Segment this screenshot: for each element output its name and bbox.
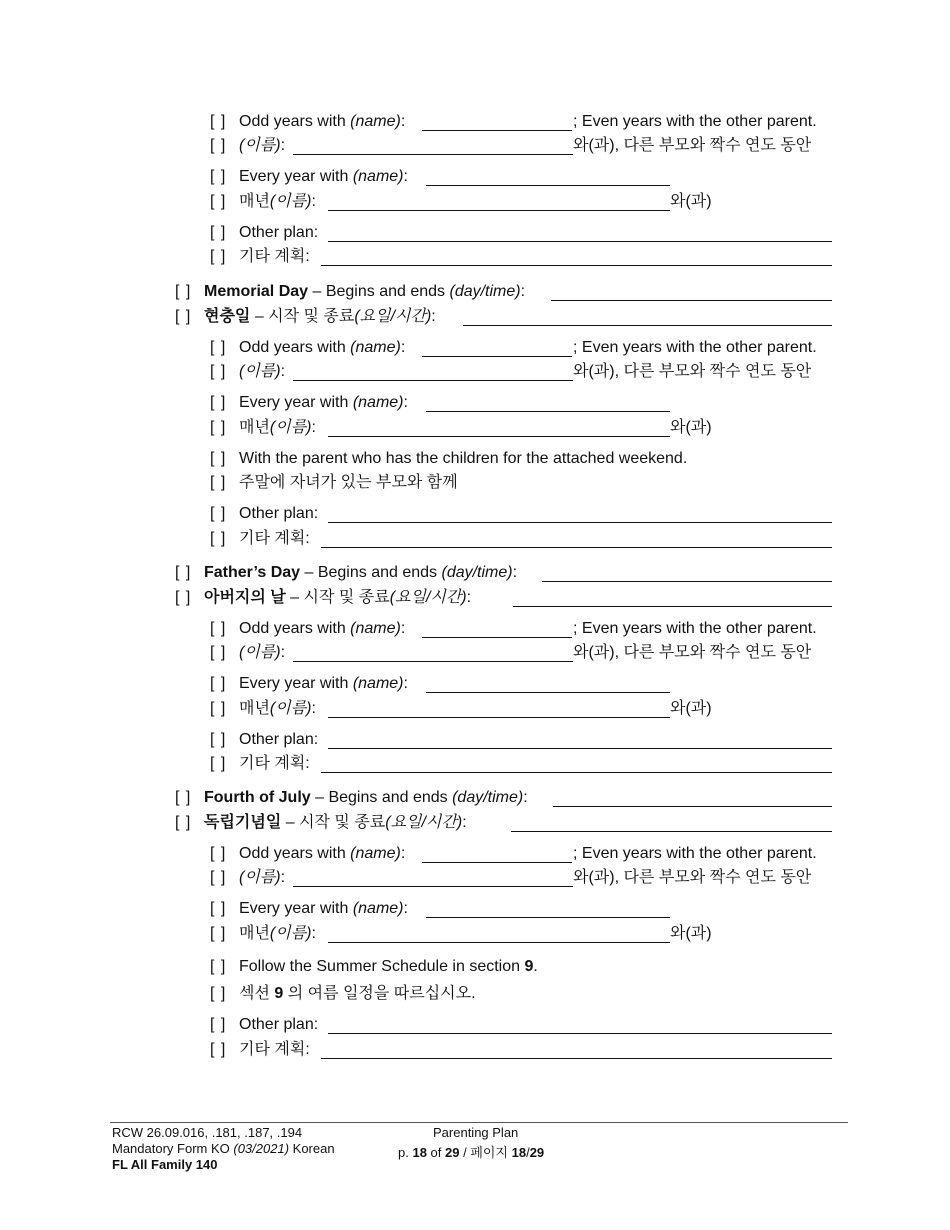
option-row — [210, 392, 835, 414]
option-row — [210, 166, 835, 188]
name-field[interactable] — [426, 692, 670, 693]
option-label: Other plan: — [239, 1016, 319, 1033]
plan-field[interactable] — [321, 547, 832, 548]
option-row — [210, 528, 835, 550]
checkbox[interactable]: [ ] — [210, 644, 227, 661]
option-label-rest: 와(과), 다른 부모와 짝수 연도 동안 — [573, 363, 812, 380]
option-label: (이름): — [239, 363, 286, 380]
option-row — [210, 472, 835, 494]
option-label: 기타 계획: — [239, 1041, 310, 1058]
option-row — [210, 923, 835, 945]
footer-form-id: FL All Family 140 — [112, 1157, 218, 1172]
checkbox[interactable]: [ ] — [175, 814, 192, 831]
option-row — [210, 361, 835, 383]
checkbox[interactable]: [ ] — [210, 731, 227, 748]
option-label: 섹션 9 의 여름 일정을 따르십시오. — [239, 985, 476, 1002]
name-field[interactable] — [328, 210, 670, 211]
holiday-label: 독립기념일 – 시작 및 종료(요일/시간): — [204, 814, 467, 831]
option-label: 매년(이름): — [239, 700, 316, 717]
checkbox[interactable]: [ ] — [210, 530, 227, 547]
checkbox[interactable]: [ ] — [210, 193, 227, 210]
holiday-label: Father’s Day – Begins and ends (day/time): — [204, 564, 518, 581]
option-label-rest: 와(과), 다른 부모와 짝수 연도 동안 — [573, 644, 812, 661]
checkbox[interactable]: [ ] — [175, 564, 192, 581]
checkbox[interactable]: [ ] — [210, 113, 227, 130]
option-row — [210, 843, 835, 865]
name-field[interactable] — [328, 942, 670, 943]
name-field[interactable] — [426, 917, 670, 918]
checkbox[interactable]: [ ] — [210, 900, 227, 917]
option-label-rest: 와(과) — [670, 193, 712, 210]
plan-field[interactable] — [321, 1058, 832, 1059]
plan-field[interactable] — [328, 1033, 832, 1034]
day-time-field[interactable] — [553, 806, 832, 807]
option-row — [210, 698, 835, 720]
option-row — [210, 956, 835, 978]
checkbox[interactable]: [ ] — [210, 1041, 227, 1058]
option-label: Other plan: — [239, 505, 319, 522]
checkbox[interactable]: [ ] — [210, 224, 227, 241]
option-label: Odd years with (name): — [239, 339, 406, 356]
holiday-label: 아버지의 날 – 시작 및 종료(요일/시간): — [204, 589, 472, 606]
holiday-row-memorial-en — [175, 281, 835, 303]
option-row — [210, 246, 835, 268]
holiday-row-fathers-ko — [175, 587, 835, 609]
option-row — [210, 1014, 835, 1036]
plan-field[interactable] — [328, 241, 832, 242]
holiday-label: 현충일 – 시작 및 종료(요일/시간): — [204, 308, 436, 325]
name-field[interactable] — [426, 185, 670, 186]
option-row — [210, 753, 835, 775]
option-label: 기타 계획: — [239, 530, 310, 547]
day-time-field[interactable] — [511, 831, 832, 832]
option-label: (이름): — [239, 869, 286, 886]
name-field[interactable] — [422, 637, 572, 638]
name-field[interactable] — [422, 356, 572, 357]
checkbox[interactable]: [ ] — [175, 789, 192, 806]
plan-field[interactable] — [321, 772, 832, 773]
holiday-row-july-ko — [175, 812, 835, 834]
plan-field[interactable] — [328, 748, 832, 749]
option-label: Odd years with (name): — [239, 113, 406, 130]
option-label-rest: 와(과), 다른 부모와 짝수 연도 동안 — [573, 137, 812, 154]
footer-rcw: RCW 26.09.016, .181, .187, .194 — [112, 1125, 303, 1140]
checkbox[interactable]: [ ] — [210, 474, 227, 491]
checkbox[interactable]: [ ] — [210, 168, 227, 185]
option-label-rest: 와(과) — [670, 925, 712, 942]
checkbox[interactable]: [ ] — [175, 308, 192, 325]
option-label: Follow the Summer Schedule in section 9. — [239, 958, 538, 975]
option-label: Other plan: — [239, 224, 319, 241]
option-label: Every year with (name): — [239, 168, 408, 185]
option-label: (이름): — [239, 644, 286, 661]
plan-field[interactable] — [321, 265, 832, 266]
footer — [110, 1122, 848, 1172]
footer-doc-title: Parenting Plan — [433, 1125, 519, 1140]
option-row — [210, 503, 835, 525]
name-field[interactable] — [293, 886, 573, 887]
option-row — [210, 448, 835, 470]
option-label: With the parent who has the children for the attached weekend. — [239, 450, 688, 467]
option-row — [210, 867, 835, 889]
option-row — [210, 135, 835, 157]
option-label-rest: ; Even years with the other parent. — [573, 845, 817, 862]
option-label: Odd years with (name): — [239, 620, 406, 637]
day-time-field[interactable] — [513, 606, 832, 607]
checkbox[interactable]: [ ] — [175, 589, 192, 606]
option-label: Every year with (name): — [239, 394, 408, 411]
option-label: Other plan: — [239, 731, 319, 748]
option-label: 주말에 자녀가 있는 부모와 함께 — [239, 474, 458, 491]
checkbox[interactable]: [ ] — [210, 845, 227, 862]
option-row — [210, 642, 835, 664]
name-field[interactable] — [293, 380, 573, 381]
option-label: 기타 계획: — [239, 248, 310, 265]
option-label: 매년(이름): — [239, 193, 316, 210]
name-field[interactable] — [328, 436, 670, 437]
footer-page-number: p. 18 of 29 / 페이지 18/29 — [398, 1145, 545, 1160]
option-row — [210, 983, 835, 1005]
checkbox[interactable]: [ ] — [210, 700, 227, 717]
checkbox[interactable]: [ ] — [210, 675, 227, 692]
option-row — [210, 1039, 835, 1061]
option-label: (이름): — [239, 137, 286, 154]
plan-field[interactable] — [328, 522, 832, 523]
name-field[interactable] — [422, 130, 572, 131]
checkbox[interactable]: [ ] — [210, 339, 227, 356]
name-field[interactable] — [293, 154, 573, 155]
option-label: 매년(이름): — [239, 419, 316, 436]
option-row — [210, 618, 835, 640]
option-label-rest: ; Even years with the other parent. — [573, 620, 817, 637]
holiday-row-fathers-en — [175, 562, 835, 584]
option-row — [210, 898, 835, 920]
name-field[interactable] — [328, 717, 670, 718]
checkbox[interactable]: [ ] — [210, 869, 227, 886]
option-row — [210, 417, 835, 439]
option-label-rest: ; Even years with the other parent. — [573, 113, 817, 130]
checkbox[interactable]: [ ] — [210, 505, 227, 522]
option-row — [210, 673, 835, 695]
option-row — [210, 729, 835, 751]
footer-form: Mandatory Form KO (03/2021) Korean — [112, 1141, 335, 1156]
option-label-rest: 와(과), 다른 부모와 짝수 연도 동안 — [573, 869, 812, 886]
day-time-field[interactable] — [551, 300, 832, 301]
option-label: Odd years with (name): — [239, 845, 406, 862]
option-row — [210, 191, 835, 213]
checkbox[interactable]: [ ] — [175, 283, 192, 300]
checkbox[interactable]: [ ] — [210, 450, 227, 467]
checkbox[interactable]: [ ] — [210, 985, 227, 1002]
checkbox[interactable]: [ ] — [210, 958, 227, 975]
option-label-rest: ; Even years with the other parent. — [573, 339, 817, 356]
holiday-row-memorial-ko — [175, 306, 835, 328]
checkbox[interactable]: [ ] — [210, 394, 227, 411]
option-label: Every year with (name): — [239, 900, 408, 917]
option-label: 기타 계획: — [239, 755, 310, 772]
option-label: Every year with (name): — [239, 675, 408, 692]
day-time-field[interactable] — [463, 325, 832, 326]
option-row — [210, 111, 835, 133]
checkbox[interactable]: [ ] — [210, 925, 227, 942]
checkbox[interactable]: [ ] — [210, 363, 227, 380]
holiday-row-july-en — [175, 787, 835, 809]
day-time-field[interactable] — [542, 581, 832, 582]
name-field[interactable] — [426, 411, 670, 412]
holiday-label: Memorial Day – Begins and ends (day/time): — [204, 283, 526, 300]
name-field[interactable] — [293, 661, 573, 662]
option-row — [210, 222, 835, 244]
checkbox[interactable]: [ ] — [210, 248, 227, 265]
option-label-rest: 와(과) — [670, 419, 712, 436]
option-label-rest: 와(과) — [670, 700, 712, 717]
checkbox[interactable]: [ ] — [210, 137, 227, 154]
option-row — [210, 337, 835, 359]
checkbox[interactable]: [ ] — [210, 1016, 227, 1033]
holiday-label: Fourth of July – Begins and ends (day/time): — [204, 789, 528, 806]
checkbox[interactable]: [ ] — [210, 620, 227, 637]
option-label: 매년(이름): — [239, 925, 316, 942]
checkbox[interactable]: [ ] — [210, 419, 227, 436]
name-field[interactable] — [422, 862, 572, 863]
checkbox[interactable]: [ ] — [210, 755, 227, 772]
